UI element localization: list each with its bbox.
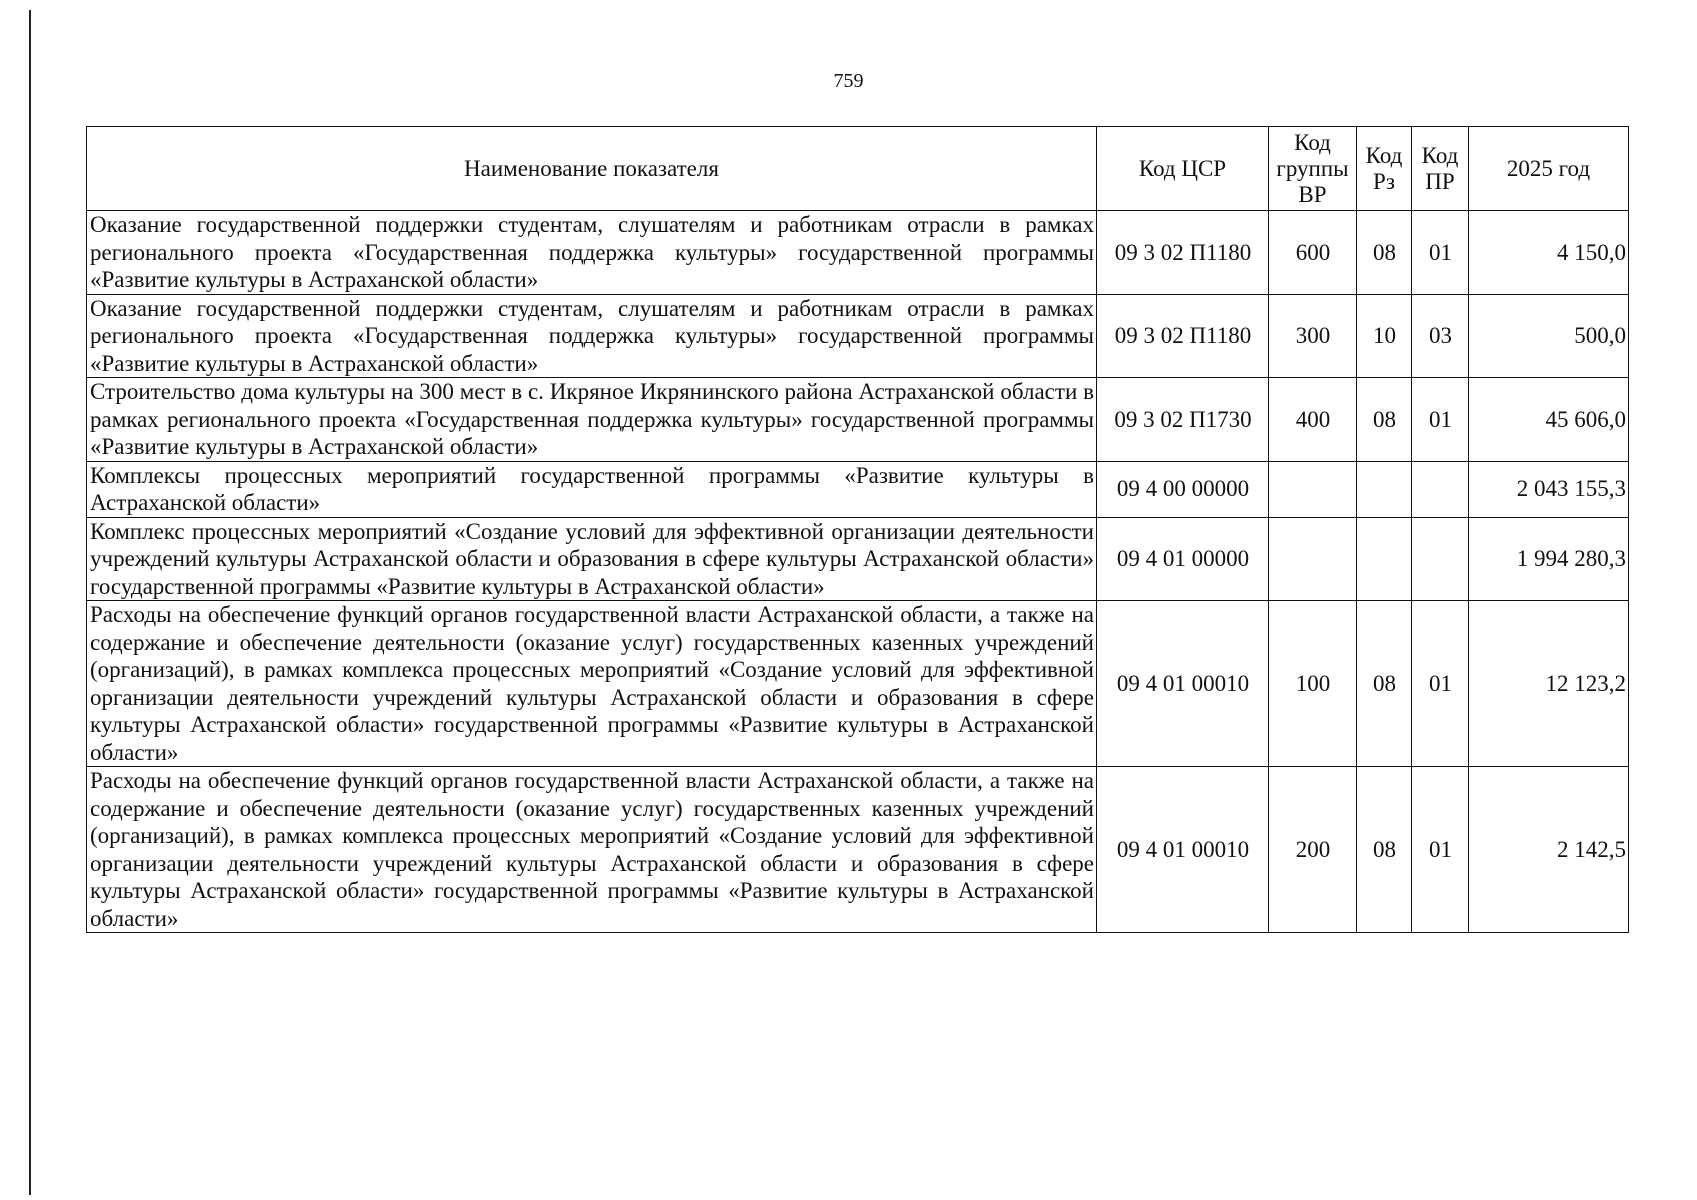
row-vr-cell	[1269, 517, 1357, 601]
row-rz-cell: 10	[1357, 294, 1412, 378]
row-amount-cell: 12 123,2	[1469, 601, 1629, 767]
row-pr-cell: 03	[1412, 294, 1469, 378]
header-vr: Код группы ВР	[1269, 127, 1357, 211]
table-row	[87, 378, 1629, 462]
row-rz-cell: 08	[1357, 601, 1412, 767]
table-row	[87, 517, 1629, 601]
row-amount-cell: 2 142,5	[1469, 767, 1629, 933]
header-csr: Код ЦСР	[1097, 127, 1269, 211]
row-amount-cell: 2 043 155,3	[1469, 461, 1629, 517]
row-csr-cell: 09 4 01 00000	[1097, 517, 1269, 601]
row-vr-cell: 400	[1269, 378, 1357, 462]
row-rz-cell: 08	[1357, 767, 1412, 933]
row-vr-cell	[1269, 461, 1357, 517]
row-name-cell: Оказание государственной поддержки студентам, слушателям и работникам отрасли в рамках регионального проекта «Государственная поддержка культуры» государственной программы «Развитие культуры в Астраханской области»	[87, 211, 1097, 295]
table-row	[87, 601, 1629, 767]
row-csr-cell: 09 3 02 П1180	[1097, 211, 1269, 295]
row-name-cell: Расходы на обеспечение функций органов государственной власти Астраханской области, а также на содержание и обеспечение деятельности (оказание услуг) государственных казенных учреждений (организаций), в рамках комплекса процессных мероприятий «Создание условий для эффективной организации деятельности учреждений культуры Астраханской области и образования в сфере культуры Астраханской области» государственной программы «Развитие культуры в Астраханской области»	[87, 767, 1097, 933]
page-number: 759	[833, 70, 864, 92]
row-pr-cell: 01	[1412, 767, 1469, 933]
table-row	[87, 211, 1629, 295]
row-vr-cell: 600	[1269, 211, 1357, 295]
budget-table	[86, 126, 1629, 933]
row-rz-cell	[1357, 517, 1412, 601]
row-amount-cell: 500,0	[1469, 294, 1629, 378]
row-csr-cell: 09 3 02 П1180	[1097, 294, 1269, 378]
row-csr-cell: 09 4 01 00010	[1097, 601, 1269, 767]
row-rz-cell: 08	[1357, 211, 1412, 295]
row-pr-cell: 01	[1412, 211, 1469, 295]
row-csr-cell: 09 4 00 00000	[1097, 461, 1269, 517]
row-amount-cell: 4 150,0	[1469, 211, 1629, 295]
row-vr-cell: 200	[1269, 767, 1357, 933]
row-vr-cell: 100	[1269, 601, 1357, 767]
row-vr-cell: 300	[1269, 294, 1357, 378]
row-pr-cell	[1412, 461, 1469, 517]
table-row	[87, 461, 1629, 517]
row-rz-cell	[1357, 461, 1412, 517]
row-name-cell: Расходы на обеспечение функций органов государственной власти Астраханской области, а также на содержание и обеспечение деятельности (оказание услуг) государственных казенных учреждений (организаций), в рамках комплекса процессных мероприятий «Создание условий для эффективной организации деятельности учреждений культуры Астраханской области и образования в сфере культуры Астраханской области» государственной программы «Развитие культуры в Астраханской области»	[87, 601, 1097, 767]
row-name-cell: Комплексы процессных мероприятий государственной программы «Развитие культуры в Астраханской области»	[87, 461, 1097, 517]
table-row	[87, 294, 1629, 378]
row-pr-cell: 01	[1412, 378, 1469, 462]
row-amount-cell: 1 994 280,3	[1469, 517, 1629, 601]
header-rz: Код Рз	[1357, 127, 1412, 211]
row-name-cell: Строительство дома культуры на 300 мест в с. Икряное Икрянинского района Астраханской области в рамках регионального проекта «Государственная поддержка культуры» государственной программы «Развитие культуры в Астраханской области»	[87, 378, 1097, 462]
table-row	[87, 767, 1629, 933]
header-name: Наименование показателя	[87, 127, 1097, 211]
row-csr-cell: 09 4 01 00010	[1097, 767, 1269, 933]
row-csr-cell: 09 3 02 П1730	[1097, 378, 1269, 462]
row-pr-cell: 01	[1412, 601, 1469, 767]
row-pr-cell	[1412, 517, 1469, 601]
left-margin-rule	[29, 10, 31, 1195]
row-rz-cell: 08	[1357, 378, 1412, 462]
header-year: 2025 год	[1469, 127, 1629, 211]
header-pr: Код ПР	[1412, 127, 1469, 211]
row-amount-cell: 45 606,0	[1469, 378, 1629, 462]
row-name-cell: Комплекс процессных мероприятий «Создание условий для эффективной организации деятельности учреждений культуры Астраханской области и образования в сфере культуры Астраханской области» государственной программы «Развитие культуры в Астраханской области»	[87, 517, 1097, 601]
row-name-cell: Оказание государственной поддержки студентам, слушателям и работникам отрасли в рамках регионального проекта «Государственная поддержка культуры» государственной программы «Развитие культуры в Астраханской области»	[87, 294, 1097, 378]
table-header-row	[87, 127, 1629, 211]
